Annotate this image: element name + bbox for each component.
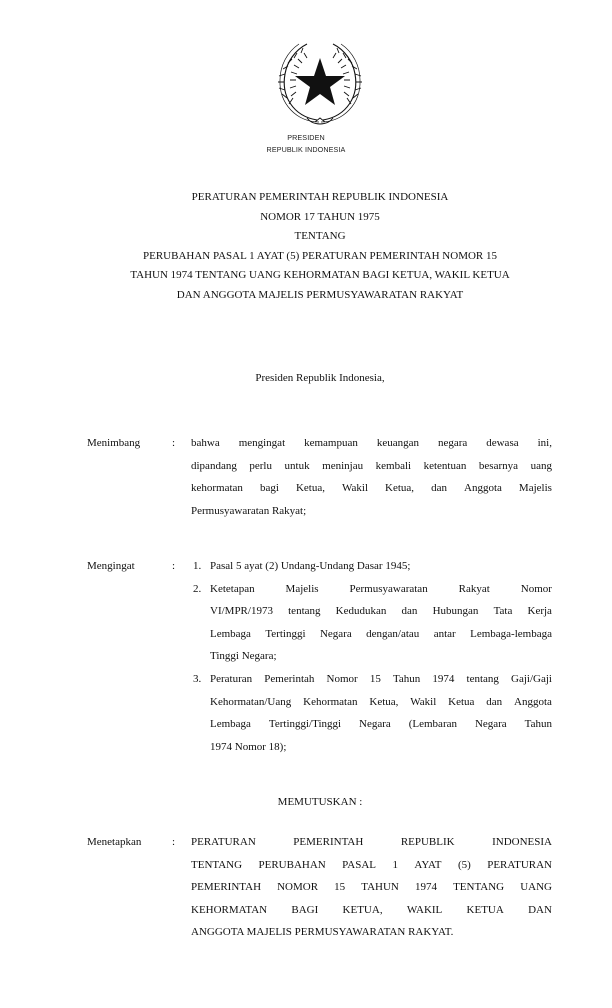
word: KEHORMATAN (191, 903, 268, 916)
word: Hubungan (432, 605, 479, 618)
word: TAHUN (361, 881, 399, 894)
menimbang-lines-line (191, 477, 552, 500)
word: bahwa (191, 437, 220, 449)
word: bagi (259, 482, 279, 495)
word: mengingat (238, 437, 286, 449)
word: perlu (249, 459, 272, 472)
word: INDONESIA (492, 836, 552, 848)
menimbang-text (191, 432, 552, 522)
word: PEMERINTAH (293, 836, 364, 848)
mengingat-list (191, 555, 552, 758)
mengingat-item (191, 578, 552, 668)
word: Tahun (524, 718, 552, 731)
seal-caption-republik: REPUBLIK INDONESIA (266, 145, 346, 154)
word: Ketetapan (210, 582, 255, 595)
mengingat-items-1-line: Tinggi Negara; (210, 650, 277, 663)
word: Anggota (514, 695, 552, 708)
word: ketentuan (423, 459, 467, 472)
word: 15 (369, 672, 381, 685)
word: Nomor (326, 672, 358, 685)
word: tentang (288, 605, 321, 618)
word: Gaji/Gaji (511, 672, 552, 685)
word: Nomor (520, 582, 552, 595)
word: TENTANG (191, 858, 243, 871)
word: Kehormatan (303, 695, 358, 708)
title-line-6: DAN ANGGOTA MAJELIS PERMUSYAWARATAN RAKYAT (176, 289, 464, 301)
word: antar (433, 627, 456, 640)
word: Wakil (410, 695, 437, 708)
title-line-5: TAHUN 1974 TENTANG UANG KEHORMATAN BAGI KETUA, WAKIL KETUA (130, 269, 510, 281)
menimbang-label: Menimbang (87, 437, 141, 449)
word: TENTANG (453, 881, 505, 894)
word: UANG (520, 881, 552, 894)
word: ini, (537, 437, 552, 449)
menetapkan-lines-line: ANGGOTA MAJELIS PERMUSYAWARATAN RAKYAT. (191, 926, 454, 939)
word: 15 (334, 881, 346, 894)
menetapkan-colon: : (172, 836, 176, 848)
word: Kerja (527, 605, 552, 618)
menetapkan-lines-line (191, 831, 552, 854)
word: Lembaga (210, 627, 251, 640)
word: untuk (284, 459, 310, 472)
word: 1974 (432, 672, 455, 685)
word: besarnya (478, 459, 519, 472)
mengingat-item (191, 668, 552, 758)
word: WAKIL (406, 903, 443, 916)
word: PEMERINTAH (191, 881, 262, 894)
word: Kedudukan (335, 605, 387, 618)
menetapkan-lines-line (191, 899, 552, 922)
word: uang (530, 459, 552, 472)
menetapkan-lines-line (191, 876, 552, 899)
word: PERUBAHAN (258, 858, 326, 871)
mengingat-items-2-line (210, 668, 552, 691)
mengingat-items-1-line (210, 578, 552, 601)
title-line-4: PERUBAHAN PASAL 1 AYAT (5) PERATURAN PEMERINTAH NOMOR 15 (142, 250, 498, 262)
word: DAN (528, 903, 552, 916)
word: Ketua, (385, 482, 415, 495)
word: dan (431, 482, 447, 495)
mengingat-items-1-line (210, 600, 552, 623)
word: PERATURAN (191, 836, 256, 848)
list-number: 2. (193, 582, 202, 595)
word: Ketua, (295, 482, 325, 495)
mengingat-items-2-line (210, 713, 552, 736)
menimbang-lines-line (191, 432, 552, 455)
title-line-1: PERATURAN PEMERINTAH REPUBLIK INDONESIA (191, 191, 449, 203)
mengingat-label: Mengingat (87, 560, 135, 572)
word: Lembaga (210, 718, 251, 731)
word: Tahun (392, 672, 421, 685)
word: kembali (375, 459, 412, 472)
mengingat-item-text (210, 555, 552, 578)
word: Tata (493, 605, 513, 618)
word: AYAT (414, 858, 442, 871)
word: Ketua, (369, 695, 399, 708)
word: negara (437, 437, 468, 449)
word: kehormatan (191, 482, 243, 495)
menimbang-colon: : (172, 437, 176, 449)
mengingat-items-2-line: 1974 Nomor 18); (210, 740, 287, 753)
list-number: 1. (193, 560, 202, 572)
word: dewasa (486, 437, 519, 449)
word: Permusyawaratan (349, 582, 428, 595)
word: Lembaga-lembaga (470, 627, 552, 640)
mengingat-item-text (210, 578, 552, 668)
word: Negara (359, 718, 391, 731)
menimbang-lines-line (191, 455, 552, 478)
seal-caption-presiden: PRESIDEN (287, 133, 325, 142)
list-number: 3. (193, 672, 202, 685)
word: keuangan (376, 437, 419, 449)
word: Tertinggi/Tinggi (268, 718, 342, 731)
word: dipandang (191, 459, 237, 472)
word: PASAL (342, 858, 377, 871)
memutuskan-heading: MEMUTUSKAN : (277, 796, 363, 808)
word: Negara (319, 627, 352, 640)
word: NOMOR (277, 881, 319, 894)
word: 1974 (414, 881, 437, 894)
word: dan (486, 695, 503, 708)
word: Tertinggi (265, 627, 306, 640)
word: VI/MPR/1973 (210, 605, 273, 618)
word: Majelis (518, 482, 552, 495)
menetapkan-text (191, 831, 552, 944)
mengingat-item-text (210, 668, 552, 758)
word: (5) (457, 858, 471, 871)
mengingat-items-2-line (210, 691, 552, 714)
word: tentang (466, 672, 499, 685)
menetapkan-lines-line (191, 854, 552, 877)
menetapkan-label: Menetapkan (87, 836, 142, 848)
word: dengan/atau (366, 627, 420, 640)
word: Negara (474, 718, 507, 731)
word: dan (401, 605, 418, 618)
word: meninjau (322, 459, 364, 472)
word: Ketua (448, 695, 475, 708)
word: Rakyat (458, 582, 490, 595)
word: Anggota (464, 482, 502, 495)
word: Wakil (342, 482, 368, 495)
word: KETUA, (342, 903, 383, 916)
mengingat-item (191, 555, 552, 578)
word: kemampuan (304, 437, 358, 449)
word: PERATURAN (487, 858, 552, 871)
word: 1 (392, 858, 398, 871)
title-line-3: TENTANG (294, 230, 346, 242)
preamble: Presiden Republik Indonesia, (255, 372, 385, 384)
word: Majelis (285, 582, 319, 595)
mengingat-items-0-line: Pasal 5 ayat (2) Undang-Undang Dasar 1945; (210, 560, 411, 572)
word: BAGI (291, 903, 319, 916)
word: REPUBLIK (400, 836, 455, 848)
title-line-2: NOMOR 17 TAHUN 1975 (260, 211, 380, 223)
word: Kehormatan/Uang (210, 695, 292, 708)
word: Peraturan (210, 672, 253, 685)
word: (Lembaran (408, 718, 457, 731)
menimbang-lines-line: Permusyawaratan Rakyat; (191, 504, 307, 517)
word: KETUA (466, 903, 504, 916)
mengingat-colon: : (172, 560, 176, 572)
presidential-emblem-icon (277, 38, 363, 128)
mengingat-items-1-line (210, 623, 552, 646)
word: Pemerintah (264, 672, 315, 685)
